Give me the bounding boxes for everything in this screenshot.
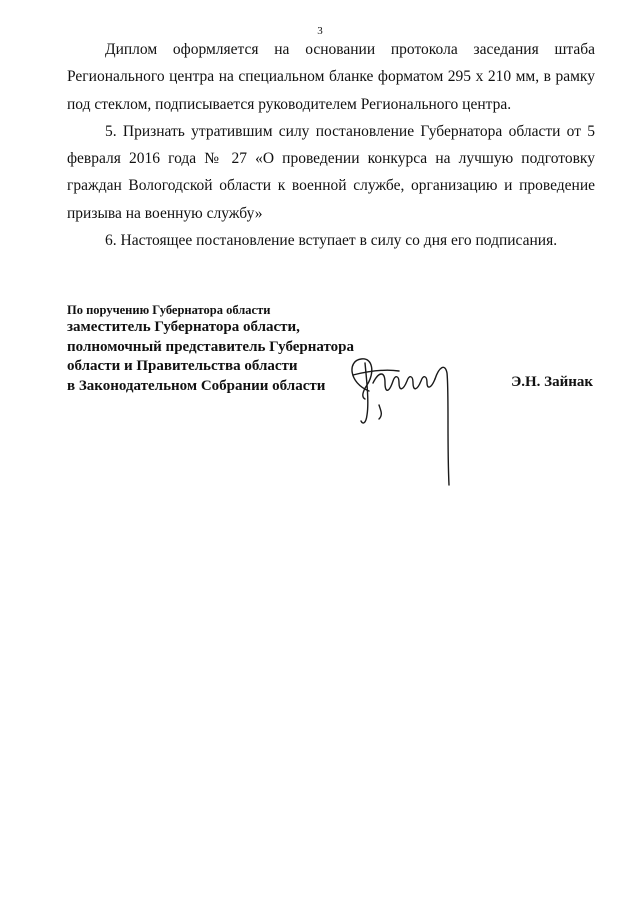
page-number: 3 (317, 25, 323, 37)
paragraph-diploma: Диплом оформляется на основании протокола заседания штаба Регионального центра на специальном бланке форматом 295 х 210 мм, в рамку под стеклом, подписывается руководителем Регионального центра. (67, 41, 595, 113)
signature-block (67, 301, 595, 501)
document-body (67, 36, 595, 254)
signatory-position-line: в Законодательном Собрании области (67, 377, 326, 394)
signatory-name: Э.Н. Зайнак (511, 374, 593, 390)
handwritten-signature (339, 353, 479, 493)
paragraph-repeal-clause: 5. Признать утратившим силу постановление Губернатора области от 5 февраля 2016 года № 27 «О проведении конкурса на лучшую подготовку граждан Вологодской области к военной службе, организацию и проведение призыва на военную службу» (67, 122, 595, 222)
signatory-position-line: заместитель Губернатора области, (67, 319, 300, 335)
signature-instruction: По поручению Губернатора области (67, 303, 271, 317)
signatory-position-line: области и Правительства области (67, 358, 298, 374)
paragraph-effective-clause: 6. Настоящее постановление вступает в силу со дня его подписания. (105, 232, 558, 250)
signatory-position-line: полномочный представитель Губернатора (67, 338, 355, 355)
signatory-position (67, 318, 354, 396)
